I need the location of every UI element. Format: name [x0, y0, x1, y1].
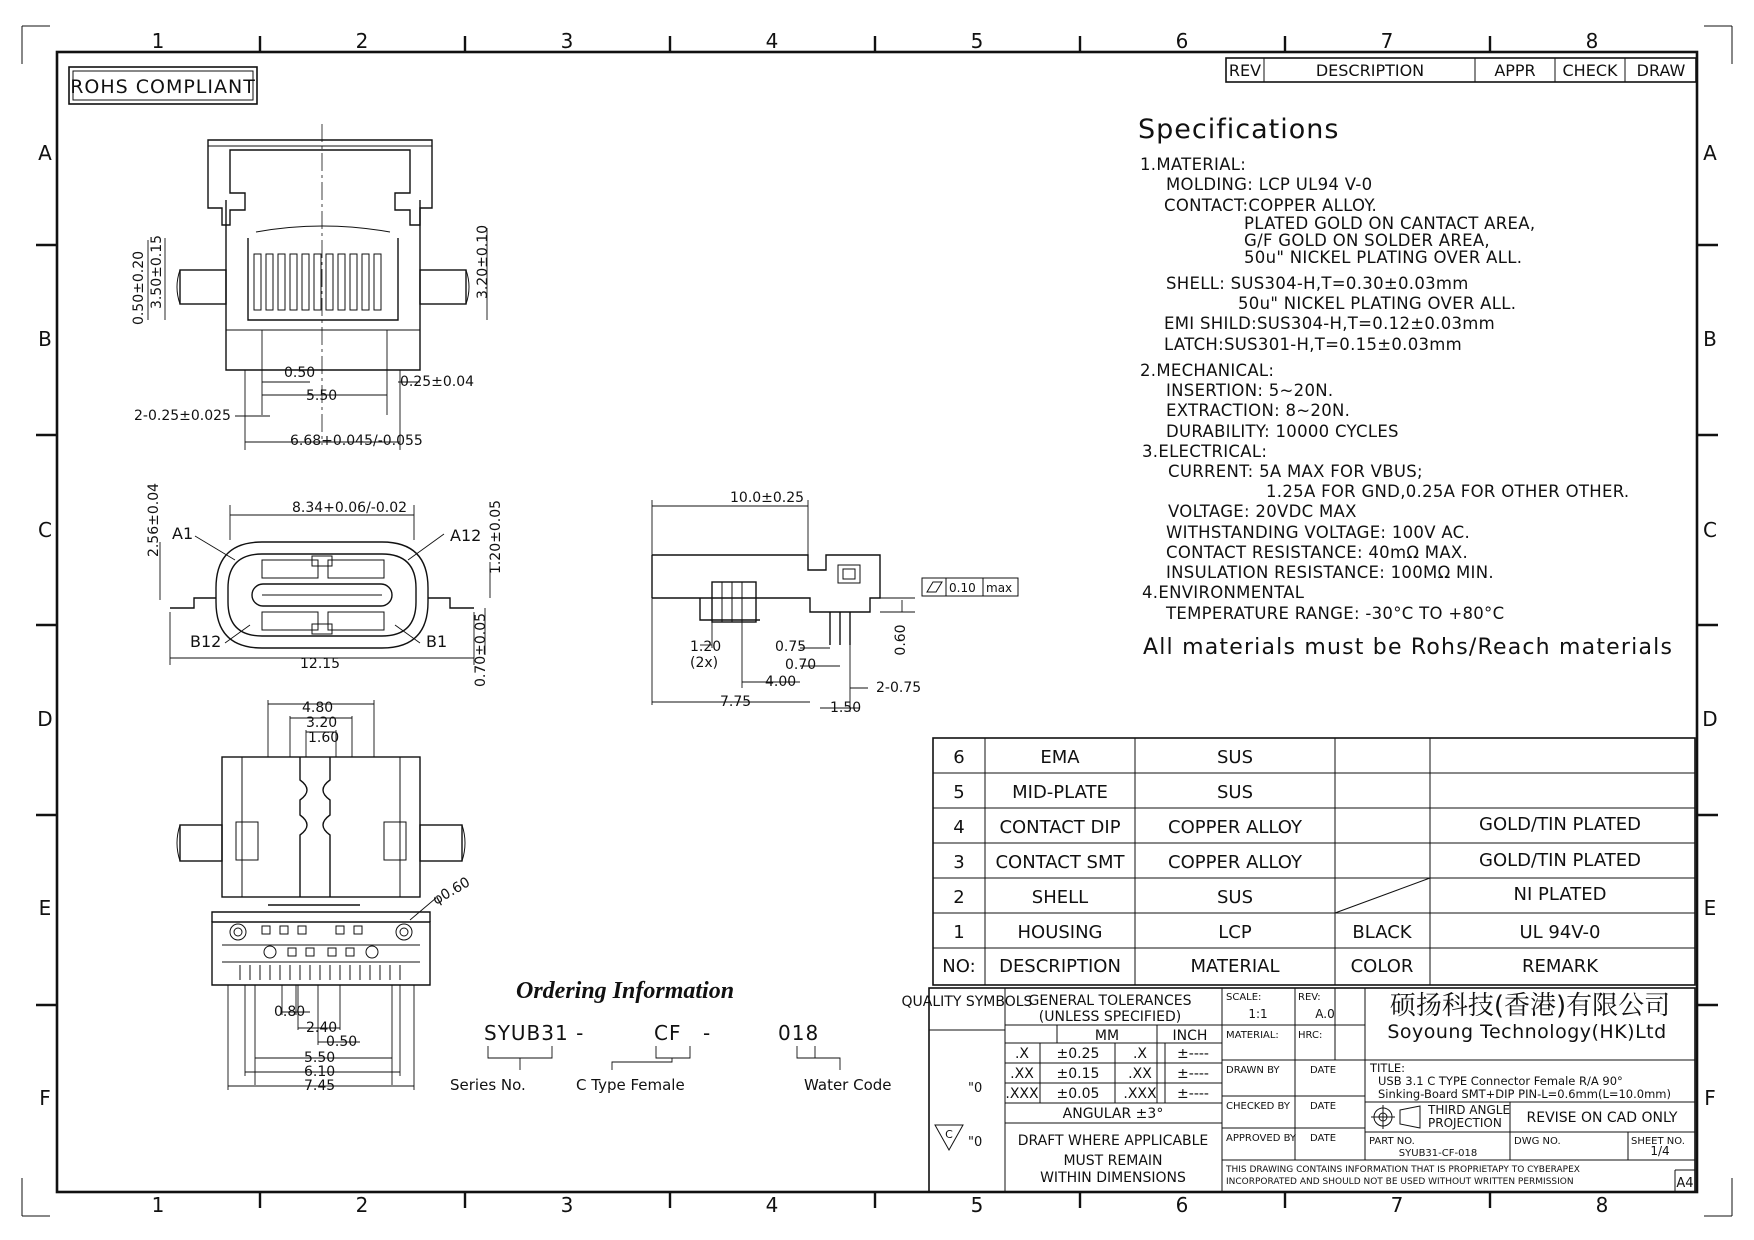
spec-line: TEMPERATURE RANGE: -30°C TO +80°C	[1166, 604, 1505, 623]
svg-text:4: 4	[953, 817, 965, 838]
svg-text:COPPER ALLOY: COPPER ALLOY	[1168, 817, 1302, 838]
zone-row-left: C	[38, 518, 52, 542]
svg-text:SUS: SUS	[1216, 887, 1254, 908]
svg-text:3.20: 3.20	[306, 715, 338, 731]
svg-text:2.40: 2.40	[306, 1020, 338, 1036]
svg-text:CONTACT DIP: CONTACT DIP	[999, 817, 1121, 838]
zone-col-top: 6	[1175, 29, 1189, 53]
svg-text:max: max	[986, 581, 1013, 595]
rohs-reach-note: All materials must be Rohs/Reach materials	[1143, 635, 1674, 660]
svg-text:1:1: 1:1	[1248, 1007, 1268, 1021]
svg-text:CHECKED BY: CHECKED BY	[1226, 1101, 1290, 1112]
spec-line: EXTRACTION: 8~20N.	[1166, 401, 1351, 420]
svg-text:DATE: DATE	[1310, 1133, 1337, 1144]
zone-col-bottom: 5	[970, 1193, 984, 1217]
svg-text:THIS DRAWING CONTAINS INFORMAT: THIS DRAWING CONTAINS INFORMATION THAT IS PROPRIETAPY TO CYBERAPEX	[1226, 1165, 1580, 1175]
bom-row-5	[953, 782, 1253, 803]
svg-text:GOLD/TIN PLATED: GOLD/TIN PLATED	[1479, 850, 1641, 871]
spec-line: G/F GOLD ON SOLDER AREA,	[1244, 231, 1490, 250]
svg-text:.XX: .XX	[1010, 1066, 1034, 1082]
svg-text:A1: A1	[172, 524, 194, 543]
svg-text:EMA: EMA	[1040, 747, 1080, 768]
svg-text:2: 2	[953, 887, 965, 908]
svg-text:(2x): (2x)	[690, 655, 719, 671]
zone-col-top: 2	[355, 29, 369, 53]
spec-line: PLATED GOLD ON CANTACT AREA,	[1244, 214, 1536, 233]
svg-text:MM: MM	[1094, 1028, 1120, 1044]
spec-line: INSULATION RESISTANCE: 100MΩ MIN.	[1166, 563, 1494, 582]
svg-text:TITLE:: TITLE:	[1370, 1061, 1405, 1075]
svg-text:WITHIN DIMENSIONS: WITHIN DIMENSIONS	[1040, 1170, 1186, 1186]
svg-text:±----: ±----	[1177, 1046, 1209, 1062]
svg-text:INCORPORATED AND SHOULD NOT BE: INCORPORATED AND SHOULD NOT BE USED WITHOUT WRITTEN PERMISSION	[1226, 1177, 1574, 1187]
svg-text:±----: ±----	[1177, 1066, 1209, 1082]
zone-row-right: B	[1703, 327, 1717, 351]
svg-text:C: C	[945, 1128, 953, 1141]
svg-text:MID-PLATE: MID-PLATE	[1012, 782, 1108, 803]
svg-text:REVISE ON CAD ONLY: REVISE ON CAD ONLY	[1526, 1110, 1678, 1126]
svg-text:0.10: 0.10	[949, 581, 976, 595]
bom-table	[933, 738, 1695, 985]
spec-line: LATCH:SUS301-H,T=0.15±0.03mm	[1164, 335, 1463, 354]
svg-text:0.50: 0.50	[284, 365, 316, 381]
spec-line: 1.25A FOR GND,0.25A FOR OTHER OTHER.	[1266, 482, 1630, 501]
spec-line: 4.ENVIRONMENTAL	[1142, 583, 1305, 602]
spec-line: CONTACT:COPPER ALLOY.	[1164, 196, 1377, 215]
svg-text:0.50±0.20: 0.50±0.20	[131, 250, 147, 326]
svg-text:7.75: 7.75	[720, 694, 752, 710]
svg-text:±0.25: ±0.25	[1056, 1046, 1100, 1062]
svg-text:0.75: 0.75	[775, 639, 807, 655]
spec-line: 50u" NICKEL PLATING OVER ALL.	[1238, 294, 1517, 313]
svg-text:SHEET NO.: SHEET NO.	[1631, 1136, 1685, 1147]
zone-row-right: E	[1703, 896, 1717, 920]
ordering-water-code: 018	[778, 1021, 820, 1045]
svg-text:REV: REV	[1228, 61, 1262, 80]
svg-text:5.50: 5.50	[304, 1050, 336, 1066]
svg-text:THIRD ANGLE: THIRD ANGLE	[1428, 1103, 1511, 1117]
svg-text:1.50: 1.50	[830, 700, 862, 716]
svg-text:REMARK: REMARK	[1521, 956, 1599, 977]
svg-text:HRC:: HRC:	[1298, 1030, 1323, 1041]
zone-col-bottom: 3	[560, 1193, 574, 1217]
company-name-cn: 硕扬科技(香港)有限公司	[1389, 991, 1671, 1021]
bom-row-6	[953, 747, 1253, 768]
zone-row-right: F	[1704, 1086, 1716, 1110]
svg-text:6.68+0.045/-0.055: 6.68+0.045/-0.055	[290, 433, 423, 449]
title-block	[902, 988, 1695, 1192]
svg-text:COPPER ALLOY: COPPER ALLOY	[1168, 852, 1302, 873]
spec-line: 3.ELECTRICAL:	[1142, 442, 1268, 461]
zone-row-right: A	[1703, 141, 1717, 165]
svg-text:DRAWN BY: DRAWN BY	[1226, 1065, 1280, 1076]
zone-col-top: 3	[560, 29, 574, 53]
svg-text:A12: A12	[450, 526, 482, 545]
zone-col-top: 1	[151, 29, 165, 53]
svg-text:MATERIAL:: MATERIAL:	[1226, 1030, 1279, 1041]
svg-text:LCP: LCP	[1218, 922, 1252, 943]
zone-col-top: 4	[765, 29, 779, 53]
svg-text:REV:: REV:	[1298, 992, 1321, 1003]
bom-row-3	[953, 850, 1641, 873]
svg-text:5.50: 5.50	[306, 388, 338, 404]
flatness-callout	[922, 578, 1018, 596]
svg-text:1/4: 1/4	[1650, 1144, 1670, 1158]
svg-text:±0.05: ±0.05	[1056, 1086, 1100, 1102]
svg-text:DESCRIPTION: DESCRIPTION	[1315, 61, 1425, 80]
svg-text:1.20: 1.20	[690, 639, 722, 655]
zone-col-bottom: 8	[1595, 1193, 1609, 1217]
svg-text:0.60: 0.60	[893, 624, 909, 656]
spec-line: MOLDING: LCP UL94 V-0	[1166, 175, 1373, 194]
svg-text:DESCRIPTION: DESCRIPTION	[999, 956, 1121, 977]
spec-line: INSERTION: 5~20N.	[1166, 381, 1334, 400]
ordering-series-code: SYUB31 -	[484, 1021, 585, 1045]
bom-row-1	[953, 922, 1600, 943]
svg-text:0.25±0.04: 0.25±0.04	[400, 374, 475, 390]
ordering-label-water: Water Code	[804, 1076, 892, 1094]
svg-text:10.0±0.25: 10.0±0.25	[730, 490, 805, 506]
third-angle-projection-icon	[1371, 1105, 1420, 1129]
svg-text:3: 3	[953, 852, 965, 873]
svg-text:PROJECTION: PROJECTION	[1428, 1116, 1502, 1130]
svg-text:APPR: APPR	[1494, 61, 1536, 80]
zone-col-bottom: 2	[355, 1193, 369, 1217]
svg-text:4.80: 4.80	[302, 700, 334, 716]
zone-col-bottom: 6	[1175, 1193, 1189, 1217]
svg-text:0.50: 0.50	[326, 1034, 358, 1050]
svg-text:PART NO.: PART NO.	[1369, 1136, 1415, 1147]
svg-text:INCH: INCH	[1172, 1028, 1208, 1044]
svg-text:DRAW: DRAW	[1636, 61, 1686, 80]
svg-text:GOLD/TIN PLATED: GOLD/TIN PLATED	[1479, 814, 1641, 835]
bom-row-2	[953, 884, 1606, 908]
svg-text:3.50±0.15: 3.50±0.15	[149, 234, 165, 310]
svg-text:A4: A4	[1676, 1176, 1694, 1191]
spec-line: DURABILITY: 10000 CYCLES	[1166, 422, 1399, 441]
ordering-type-code: CF	[654, 1021, 682, 1045]
zone-row-left: F	[39, 1086, 51, 1110]
zone-row-left: A	[38, 141, 52, 165]
svg-text:NO:: NO:	[942, 956, 976, 977]
top-view-drawing	[131, 124, 491, 450]
ordering-label-series: Series No.	[450, 1076, 526, 1094]
zone-row-right: D	[1702, 707, 1718, 731]
ordering-label-type: C Type Female	[576, 1076, 685, 1094]
svg-text:.XXX: .XXX	[1005, 1086, 1039, 1102]
svg-text:6.10: 6.10	[304, 1064, 336, 1080]
rohs-compliant-label	[69, 67, 257, 104]
svg-text:BLACK: BLACK	[1352, 922, 1412, 943]
svg-text:NI PLATED: NI PLATED	[1513, 884, 1607, 905]
svg-text:DRAFT WHERE APPLICABLE: DRAFT WHERE APPLICABLE	[1017, 1133, 1209, 1149]
svg-text:DATE: DATE	[1310, 1065, 1337, 1076]
side-view-drawing	[652, 490, 1018, 716]
svg-text:.XX: .XX	[1128, 1066, 1152, 1082]
svg-text:±0.15: ±0.15	[1056, 1066, 1100, 1082]
spec-line: 2.MECHANICAL:	[1140, 361, 1275, 380]
svg-text:GENERAL TOLERANCES: GENERAL TOLERANCES	[1028, 993, 1192, 1009]
svg-text:1.20±0.05: 1.20±0.05	[488, 499, 504, 575]
svg-text:0.70: 0.70	[785, 657, 817, 673]
svg-text:1: 1	[953, 922, 965, 943]
zone-col-bottom: 4	[765, 1193, 779, 1217]
spec-line: EMI SHILD:SUS304-H,T=0.12±0.03mm	[1164, 314, 1496, 333]
zone-col-top: 8	[1585, 29, 1599, 53]
svg-text:.X: .X	[1014, 1046, 1030, 1062]
svg-text:MATERIAL: MATERIAL	[1190, 956, 1280, 977]
zone-row-left: B	[38, 327, 52, 351]
svg-text:B1: B1	[426, 632, 448, 651]
specifications-block	[1138, 114, 1673, 660]
spec-line: CONTACT RESISTANCE: 40mΩ MAX.	[1166, 543, 1469, 562]
svg-text:DATE: DATE	[1310, 1101, 1337, 1112]
svg-text:6: 6	[953, 747, 965, 768]
svg-text:.X: .X	[1132, 1046, 1148, 1062]
zone-col-bottom: 1	[151, 1193, 165, 1217]
svg-text:φ0.60: φ0.60	[430, 874, 474, 909]
svg-text:SCALE:: SCALE:	[1226, 992, 1262, 1003]
svg-text:MUST REMAIN: MUST REMAIN	[1063, 1153, 1163, 1169]
bom-row-4	[953, 814, 1641, 838]
svg-text:CONTACT SMT: CONTACT SMT	[995, 852, 1125, 873]
svg-text:0.70±0.05: 0.70±0.05	[473, 612, 489, 688]
svg-text:4.00: 4.00	[765, 674, 797, 690]
spec-line: WITHSTANDING VOLTAGE: 100V AC.	[1166, 523, 1471, 542]
svg-text:SYUB31-CF-018: SYUB31-CF-018	[1398, 1148, 1478, 1159]
zone-col-top: 5	[970, 29, 984, 53]
svg-text:12.15: 12.15	[300, 656, 341, 672]
svg-text:SUS: SUS	[1216, 747, 1254, 768]
svg-text:HOUSING: HOUSING	[1017, 922, 1103, 943]
svg-text:CHECK: CHECK	[1562, 61, 1618, 80]
zone-col-top: 7	[1380, 29, 1394, 53]
spec-line: SHELL: SUS304-H,T=0.30±0.03mm	[1166, 274, 1469, 293]
svg-text:8.34+0.06/-0.02: 8.34+0.06/-0.02	[292, 500, 408, 516]
svg-text:.XXX: .XXX	[1123, 1086, 1157, 1102]
svg-text:2.56±0.04: 2.56±0.04	[146, 482, 162, 558]
svg-text:0.80: 0.80	[274, 1004, 306, 1020]
ordering-title: Ordering Information	[516, 978, 735, 1004]
ordering-dash: -	[703, 1021, 712, 1045]
zone-row-left: D	[37, 707, 53, 731]
svg-text:3.20±0.10: 3.20±0.10	[475, 224, 491, 300]
svg-text:A.0: A.0	[1315, 1007, 1335, 1021]
svg-text:SHELL: SHELL	[1031, 887, 1089, 908]
svg-text:SUS: SUS	[1216, 782, 1254, 803]
svg-text:2-0.25±0.025: 2-0.25±0.025	[134, 408, 231, 424]
svg-text:USB 3.1 C TYPE Connector Femal: USB 3.1 C TYPE Connector Female R/A 90°	[1378, 1074, 1623, 1088]
svg-text:7.45: 7.45	[304, 1078, 336, 1094]
bottom-view-drawing	[177, 700, 473, 1094]
zone-row-right: C	[1703, 518, 1717, 542]
svg-text:B12: B12	[190, 632, 222, 651]
svg-text:5: 5	[953, 782, 965, 803]
svg-text:"0: "0	[968, 1081, 983, 1096]
svg-text:2-0.75: 2-0.75	[876, 680, 922, 696]
svg-text:1.60: 1.60	[308, 730, 340, 746]
svg-text:ANGULAR ±3°: ANGULAR ±3°	[1062, 1106, 1164, 1122]
specifications-title: Specifications	[1138, 114, 1340, 145]
svg-text:DWG NO.: DWG NO.	[1514, 1136, 1561, 1147]
zone-row-left: E	[38, 896, 52, 920]
svg-text:QUALITY SYMBOLS: QUALITY SYMBOLS	[901, 994, 1033, 1010]
front-view-drawing	[146, 483, 504, 687]
spec-line: VOLTAGE: 20VDC MAX	[1168, 502, 1357, 521]
bom-header-row	[942, 956, 1599, 977]
svg-text:(UNLESS SPECIFIED): (UNLESS SPECIFIED)	[1038, 1009, 1182, 1025]
spec-line: CURRENT: 5A MAX FOR VBUS;	[1168, 462, 1423, 481]
svg-text:ROHS COMPLIANT: ROHS COMPLIANT	[70, 76, 256, 98]
ordering-information	[450, 978, 892, 1094]
svg-text:APPROVED BY: APPROVED BY	[1226, 1133, 1297, 1144]
revision-header	[1226, 58, 1696, 82]
svg-text:"0: "0	[968, 1135, 983, 1150]
svg-text:Sinking-Board SMT+DIP PIN-L=0.: Sinking-Board SMT+DIP PIN-L=0.6mm(L=10.0mm)	[1378, 1087, 1671, 1101]
svg-text:±----: ±----	[1177, 1086, 1209, 1102]
spec-line: 1.MATERIAL:	[1140, 155, 1247, 174]
zone-col-bottom: 7	[1390, 1193, 1404, 1217]
svg-text:COLOR: COLOR	[1350, 956, 1414, 977]
svg-text:UL 94V-0: UL 94V-0	[1519, 922, 1601, 943]
spec-line: 50u" NICKEL PLATING OVER ALL.	[1244, 248, 1523, 267]
company-name-en: Soyoung Technology(HK)Ltd	[1387, 1021, 1667, 1043]
